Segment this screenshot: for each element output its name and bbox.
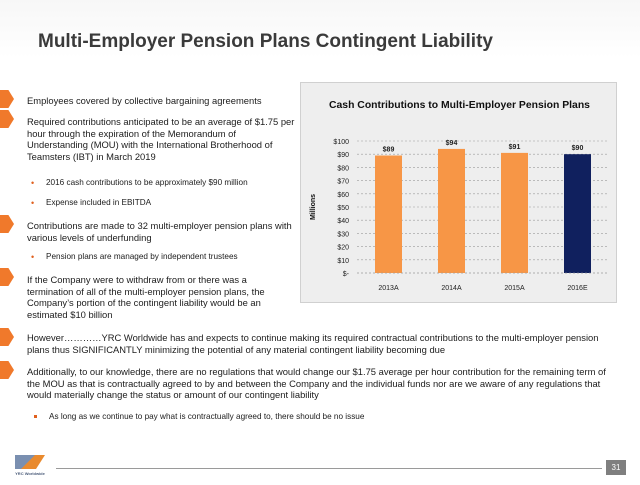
bullet-text: Required contributions anticipated to be an average of $1.75 per hour through the expiration of the Memorandum of Understanding (MOU) with the International Brotherhood of Teamsters (IBT) in March 2019: [27, 116, 295, 162]
y-tick-label: $80: [337, 165, 349, 173]
data-label: $94: [445, 139, 458, 147]
y-tick-label: $20: [337, 244, 349, 252]
bullet-text: However…………YRC Worldwide has and expects to continue making its required contractual contributions to the multi-employer pension plans thus SIGNIFICANTLY minimizing the potential of any material contingent liability becoming due: [27, 332, 599, 355]
footer-divider: [56, 468, 602, 469]
x-tick-label: 2015A: [504, 285, 525, 292]
sub-bullet-text: 2016 cash contributions to be approximately $90 million: [46, 178, 248, 187]
y-tick-label: $-: [342, 271, 349, 278]
bullet-arrow-icon: [0, 328, 14, 346]
logo-text: YRC Worldwide: [15, 471, 45, 476]
bullet-text: Employees covered by collective bargaining agreements: [27, 95, 262, 106]
bullet-arrow-icon: [0, 215, 14, 233]
data-label: $90: [571, 145, 584, 153]
x-tick-label: 2014A: [441, 285, 462, 292]
x-tick-label: 2016E: [567, 285, 588, 292]
sub-bullet-square-icon: [34, 415, 37, 418]
sub-bullet-dot-icon: •: [31, 178, 35, 188]
x-tick-label: 2013A: [378, 285, 399, 292]
bullet-text: If the Company were to withdraw from or there was a termination of all of the multi-employer pension plans, the Company’s portion of the contingent liability would be an estimated $10 billion: [27, 274, 265, 320]
bar-chart: [301, 83, 618, 304]
chart-panel: [300, 82, 617, 303]
bar: [501, 153, 528, 273]
bar: [438, 149, 465, 273]
y-tick-label: $60: [337, 191, 349, 199]
sub-bullet-dot-icon: •: [31, 252, 35, 262]
sub-bullet-text: Expense included in EBITDA: [46, 198, 152, 207]
y-axis-label: Millions: [310, 193, 317, 221]
sub-bullet-text: Pension plans are managed by independent trustees: [46, 252, 238, 261]
bullet-arrow-icon: [0, 110, 14, 128]
y-tick-label: $40: [337, 218, 349, 226]
sub-bullet: [27, 178, 287, 188]
sub-bullet-dot-icon: •: [31, 198, 35, 208]
sub-bullet: [30, 412, 590, 422]
y-tick-label: $70: [337, 178, 349, 186]
sub-bullet: [27, 252, 287, 262]
sub-bullet-text: As long as we continue to pay what is contractually agreed to, there should be no issue: [49, 412, 365, 421]
bar: [564, 154, 591, 273]
bullet-arrow-icon: [0, 90, 14, 108]
company-logo: [11, 455, 49, 479]
y-tick-label: $50: [337, 205, 349, 212]
y-tick-label: $10: [337, 257, 349, 265]
data-label: $89: [382, 146, 395, 154]
sub-bullet: [27, 198, 287, 208]
bullet-text: Contributions are made to 32 multi-employer pension plans with various levels of underfunding: [27, 220, 292, 243]
bullet-arrow-icon: [0, 268, 14, 286]
bar: [375, 156, 402, 273]
y-tick-label: $30: [337, 231, 349, 239]
y-tick-label: $90: [337, 152, 349, 160]
slide-title: Multi-Employer Pension Plans Contingent Liability: [38, 31, 493, 52]
logo-mark-icon: [15, 455, 45, 469]
chart-title: Cash Contributions to Multi-Employer Pension Plans: [329, 100, 590, 111]
y-tick-label: $100: [333, 139, 349, 146]
data-label: $91: [508, 143, 521, 151]
page-number: 31: [606, 460, 626, 475]
bullet-arrow-icon: [0, 361, 14, 379]
bullet-text: Additionally, to our knowledge, there are no regulations that would change our $1.75 average per hour contribution for the remaining term of the MOU as that is contractually agreed to by and between the Company and the individual funds nor are we aware of any regulations that would materially change the status or amount of our contingent liability: [27, 366, 606, 401]
